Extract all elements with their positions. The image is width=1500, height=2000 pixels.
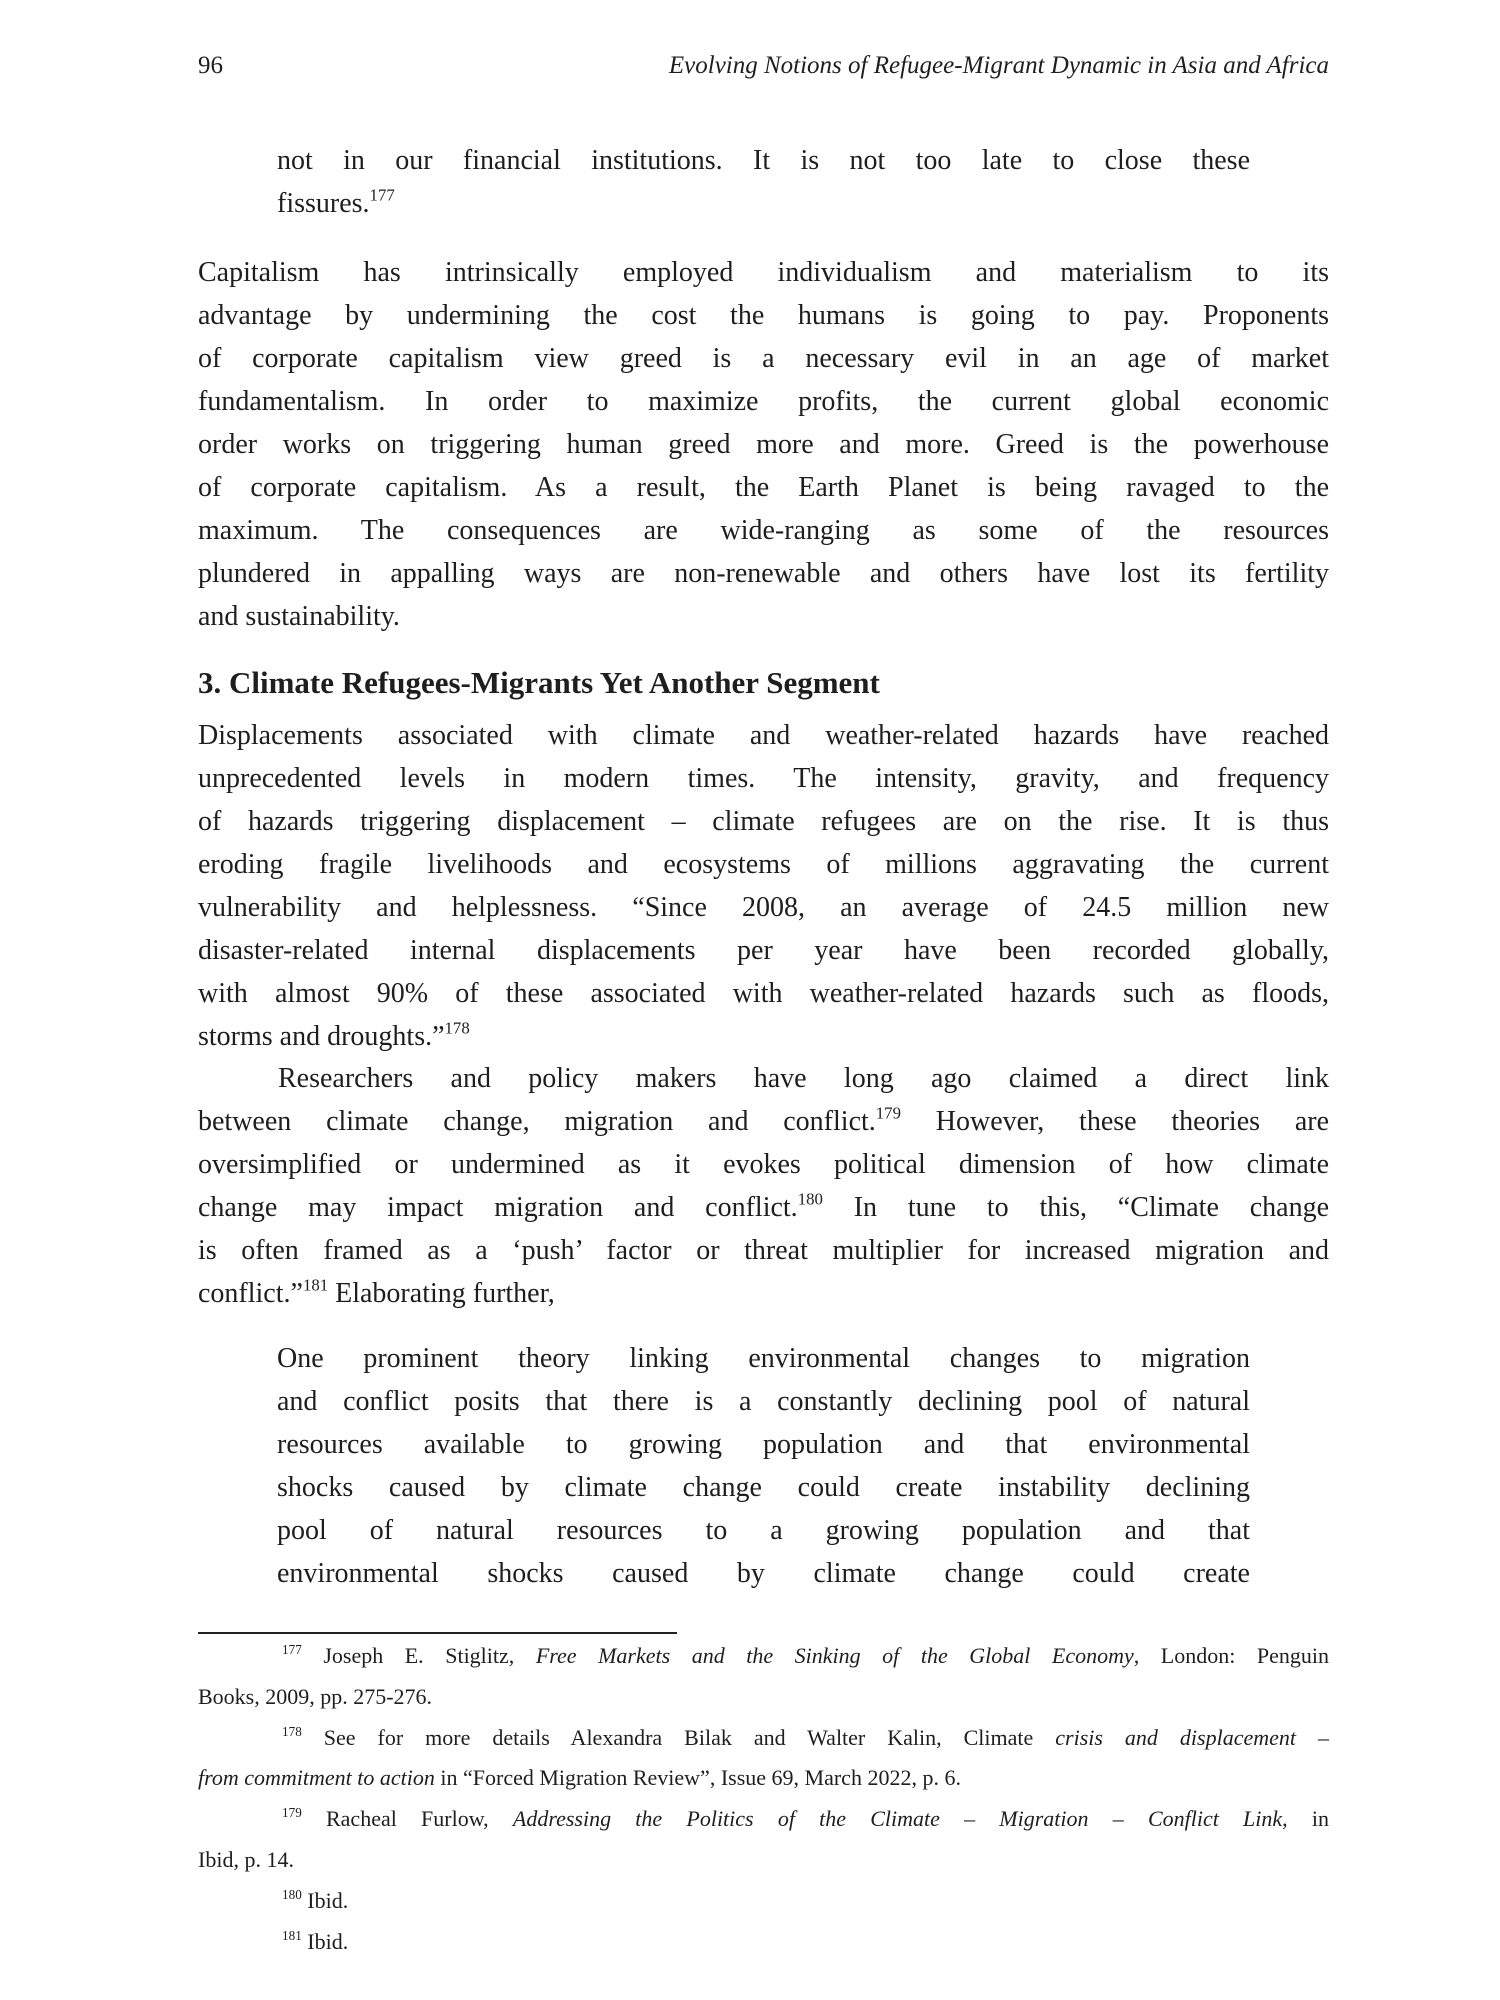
- text-run: conflict.”: [198, 1278, 303, 1309]
- text-run: Books, 2009, pp. 275-276.: [198, 1683, 433, 1709]
- footnote-ref: 178: [282, 1723, 302, 1739]
- text-line: [277, 1509, 1250, 1552]
- text-run: See for more details Alexandra Bilak and Walter Kalin, Climate: [301, 1724, 1056, 1750]
- text-line: [198, 886, 1329, 929]
- text-line: [277, 1380, 1250, 1423]
- text-line: [198, 1100, 1329, 1143]
- footnote-ref: 180: [282, 1886, 302, 1902]
- text-line: [198, 251, 1329, 294]
- paragraph-researchers: [198, 1057, 1329, 1315]
- text-run: resources available to growing population and that environmental: [277, 1429, 1250, 1460]
- text-line: [277, 1337, 1250, 1380]
- text-line: [198, 843, 1329, 886]
- text-line: [198, 380, 1329, 423]
- text-run: Researchers and policy makers have long ago claimed a direct link: [278, 1063, 1329, 1094]
- footnote-ref: 180: [797, 1189, 823, 1209]
- italic-text: Addressing the Politics of the Climate – Migration – Conflict Link: [512, 1806, 1283, 1832]
- text-line: [198, 757, 1329, 800]
- text-run: with almost 90% of these associated with weather-related hazards such as floods,: [198, 978, 1329, 1009]
- text-run: is often framed as a ‘push’ factor or threat multiplier for increased migration and: [198, 1235, 1329, 1266]
- text-run: of hazards triggering displacement – climate refugees are on the rise. It is thus: [198, 806, 1329, 837]
- text-line: [198, 423, 1329, 466]
- text-run: of corporate capitalism view greed is a necessary evil in an age of market: [198, 343, 1329, 374]
- text-run: vulnerability and helplessness. “Since 2008, an average of 24.5 million new: [198, 892, 1329, 923]
- footnote-ref: 177: [369, 185, 395, 205]
- text-run: fundamentalism. In order to maximize profits, the current global economic: [198, 386, 1329, 417]
- text-run: and conflict posits that there is a constantly declining pool of natural: [277, 1386, 1250, 1417]
- text-run: of corporate capitalism. As a result, the Earth Planet is being ravaged to the: [198, 472, 1329, 503]
- text-line: [198, 595, 1329, 638]
- footnotes: [198, 1636, 1329, 1962]
- text-run: between climate change, migration and conflict.: [198, 1106, 876, 1137]
- text-run: advantage by undermining the cost the humans is going to pay. Proponents: [198, 300, 1329, 331]
- italic-text: from commitment to action: [198, 1765, 435, 1791]
- text-line: [198, 1718, 1329, 1759]
- text-run: oversimplified or undermined as it evokes political dimension of how climate: [198, 1149, 1329, 1180]
- footnote-ref: 179: [282, 1804, 302, 1820]
- text-run: pool of natural resources to a growing population and that: [277, 1515, 1250, 1546]
- text-line: [198, 1143, 1329, 1186]
- text-run: maximum. The consequences are wide-ranging as some of the resources: [198, 515, 1329, 546]
- text-line: [198, 1799, 1329, 1840]
- text-run: Ibid.: [301, 1928, 349, 1954]
- italic-text: crisis and displacement –: [1055, 1724, 1329, 1750]
- text-line: [277, 1423, 1250, 1466]
- text-line: [198, 1015, 1329, 1058]
- text-line: [198, 337, 1329, 380]
- text-line: [198, 1057, 1329, 1100]
- section-heading: 3. Climate Refugees-Migrants Yet Another Segment: [198, 665, 880, 700]
- text-line: [198, 1758, 1329, 1799]
- text-run: Elaborating further,: [328, 1278, 555, 1309]
- text-line: [198, 1186, 1329, 1229]
- footnote-ref: 181: [282, 1927, 302, 1943]
- text-run: disaster-related internal displacements per year have been recorded globally,: [198, 935, 1329, 966]
- text-run: eroding fragile livelihoods and ecosystems of millions aggravating the current: [198, 849, 1329, 880]
- paragraph-capitalism: [198, 251, 1329, 638]
- footnote-ref: 178: [444, 1018, 470, 1038]
- text-run: One prominent theory linking environmental changes to migration: [277, 1343, 1250, 1374]
- text-run: Ibid, p. 14.: [198, 1846, 294, 1872]
- footnote-ref: 177: [282, 1641, 302, 1657]
- block-quote-1: [277, 139, 1250, 225]
- text-run: , London: Penguin: [1133, 1643, 1329, 1668]
- text-run: Capitalism has intrinsically employed individualism and materialism to its: [198, 257, 1329, 288]
- text-run: shocks caused by climate change could create instability declining: [277, 1472, 1250, 1503]
- text-run: , in: [1282, 1806, 1329, 1832]
- text-line: [277, 1552, 1250, 1595]
- text-line: [198, 1840, 1329, 1881]
- text-run: Ibid.: [301, 1887, 349, 1913]
- text-run: fissures.: [277, 188, 370, 219]
- text-run: Displacements associated with climate and weather-related hazards have reached: [198, 720, 1329, 751]
- text-line: [198, 800, 1329, 843]
- text-line: [198, 294, 1329, 337]
- text-line: [198, 1229, 1329, 1272]
- block-quote-2: [277, 1337, 1250, 1595]
- page-number: 96: [198, 52, 223, 79]
- text-line: [198, 552, 1329, 595]
- text-run: Racheal Furlow,: [301, 1806, 513, 1832]
- text-run: environmental shocks caused by climate change could create: [277, 1558, 1250, 1589]
- footnote-ref: 181: [302, 1275, 329, 1295]
- text-run: unprecedented levels in modern times. The intensity, gravity, and frequency: [198, 763, 1329, 794]
- text-line: [198, 714, 1329, 757]
- text-line: [198, 1636, 1329, 1677]
- paragraph-displacements: [198, 714, 1329, 1058]
- text-run: In tune to this, “Climate change: [822, 1192, 1330, 1223]
- footnote-ref: 179: [875, 1103, 901, 1123]
- running-title: Evolving Notions of Refugee-Migrant Dynamic in Asia and Africa: [668, 52, 1329, 79]
- text-line: [198, 1272, 1329, 1315]
- text-run: However, these theories are: [900, 1106, 1329, 1137]
- text-line: [198, 466, 1329, 509]
- text-run: in “Forced Migration Review”, Issue 69, March 2022, p. 6.: [434, 1765, 961, 1791]
- text-line: [198, 1881, 1329, 1922]
- text-run: storms and droughts.”: [198, 1021, 445, 1052]
- text-run: not in our financial institutions. It is not too late to close these: [277, 145, 1250, 176]
- text-run: change may impact migration and conflict.: [198, 1192, 798, 1223]
- text-line: [198, 972, 1329, 1015]
- text-run: and sustainability.: [198, 601, 400, 632]
- text-line: [277, 1466, 1250, 1509]
- text-line: [198, 509, 1329, 552]
- italic-text: Free Markets and the Sinking of the Global Economy: [535, 1643, 1134, 1668]
- text-line: [198, 1922, 1329, 1963]
- footnote-divider: [198, 1632, 677, 1634]
- text-line: [198, 929, 1329, 972]
- text-line: [198, 1677, 1329, 1718]
- text-line: [277, 182, 1250, 225]
- text-run: plundered in appalling ways are non-renewable and others have lost its fertility: [198, 558, 1329, 589]
- text-run: order works on triggering human greed more and more. Greed is the powerhouse: [198, 429, 1329, 460]
- text-line: [277, 139, 1250, 182]
- text-run: Joseph E. Stiglitz,: [301, 1643, 536, 1668]
